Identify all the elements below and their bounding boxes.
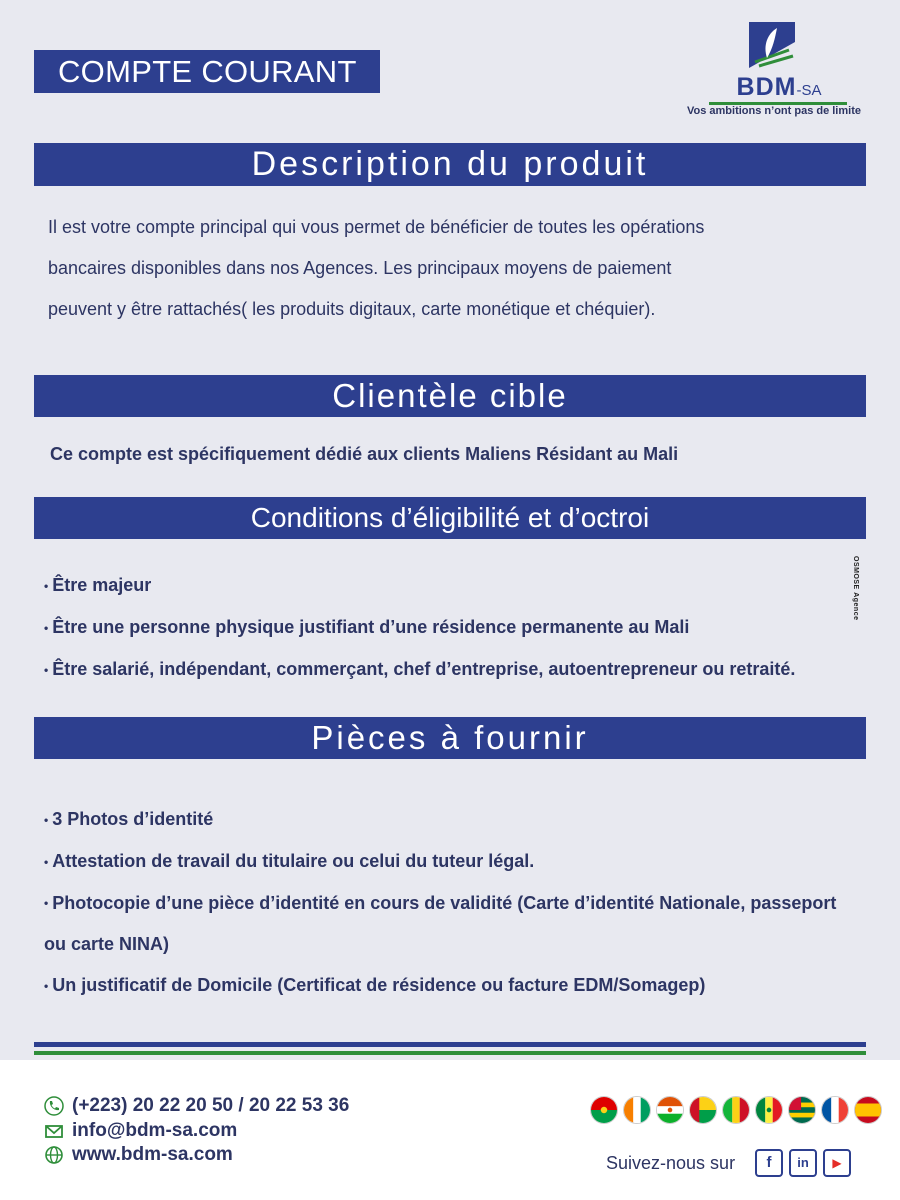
flag-guinee-bissau-icon	[689, 1096, 717, 1124]
bdm-logo	[684, 22, 864, 122]
email-icon	[44, 1121, 64, 1141]
list-item: • Photocopie d’une pièce d’identité en cours de validité (Carte d’identité Nationale, passeport ou carte NINA)	[44, 892, 837, 955]
description-line: Il est votre compte principal qui vous permet de bénéficier de toutes les opérations	[48, 217, 705, 237]
contact-website[interactable]: www.bdm-sa.com	[44, 1143, 233, 1167]
follow-label: Suivez-nous sur	[606, 1153, 736, 1173]
flag-senegal-icon	[755, 1096, 783, 1124]
section-heading-pieces: Pièces à fournir	[34, 717, 866, 759]
description-line: bancaires disponibles dans nos Agences. Les principaux moyens de paiement	[48, 258, 672, 278]
list-item: • Un justificatif de Domicile (Certificat de résidence ou facture EDM/Somagep)	[44, 975, 706, 996]
footer-divider-green	[34, 1051, 866, 1055]
list-item: • 3 Photos d’identité	[44, 809, 214, 829]
facebook-icon[interactable]: f	[755, 1149, 783, 1177]
list-item: • Être majeur	[44, 575, 152, 595]
list-item: • Être salarié, indépendant, commerçant, chef d’entreprise, autoentrepreneur ou retraité.	[44, 659, 796, 679]
clientele-text: Ce compte est spécifiquement dédié aux clients Maliens Résidant au Mali	[50, 444, 679, 464]
pieces-list	[44, 799, 859, 1007]
logo-tagline: Vos ambitions n’ont pas de limite	[687, 105, 861, 117]
bdm-leaf-logo-icon	[749, 22, 795, 68]
flag-mali-icon	[722, 1096, 750, 1124]
linkedin-icon[interactable]: in	[789, 1149, 817, 1177]
flag-togo-icon	[788, 1096, 816, 1124]
flag-cote-divoire-icon	[623, 1096, 651, 1124]
description-line: peuvent y être rattachés( les produits digitaux, carte monétique et chéquier).	[48, 299, 656, 319]
section-heading-description: Description du produit	[34, 143, 866, 186]
description-text	[48, 207, 848, 330]
phone-icon	[44, 1096, 64, 1116]
section-heading-conditions: Conditions d’éligibilité et d’octroi	[34, 497, 866, 539]
section-heading-clientele: Clientèle cible	[34, 375, 866, 417]
contact-email[interactable]: info@bdm-sa.com	[44, 1119, 237, 1143]
youtube-icon[interactable]: ▶	[823, 1149, 851, 1177]
flag-france-icon	[821, 1096, 849, 1124]
flag-espagne-icon	[854, 1096, 882, 1124]
flag-burkina-faso-icon	[590, 1096, 618, 1124]
globe-icon	[44, 1145, 64, 1165]
conditions-list	[44, 572, 795, 698]
footer-divider-blue	[34, 1042, 866, 1047]
flag-niger-icon	[656, 1096, 684, 1124]
page-title: COMPTE COURANT	[34, 50, 380, 93]
agency-watermark: OSMOSE Agence	[852, 556, 859, 621]
list-item: • Être une personne physique justifiant d’une résidence permanente au Mali	[44, 617, 690, 637]
list-item: • Attestation de travail du titulaire ou celui du tuteur légal.	[44, 850, 535, 871]
logo-brand: BDM-SA	[736, 73, 822, 101]
contact-phone[interactable]: (+223) 20 22 20 50 / 20 22 53 36	[44, 1094, 349, 1118]
